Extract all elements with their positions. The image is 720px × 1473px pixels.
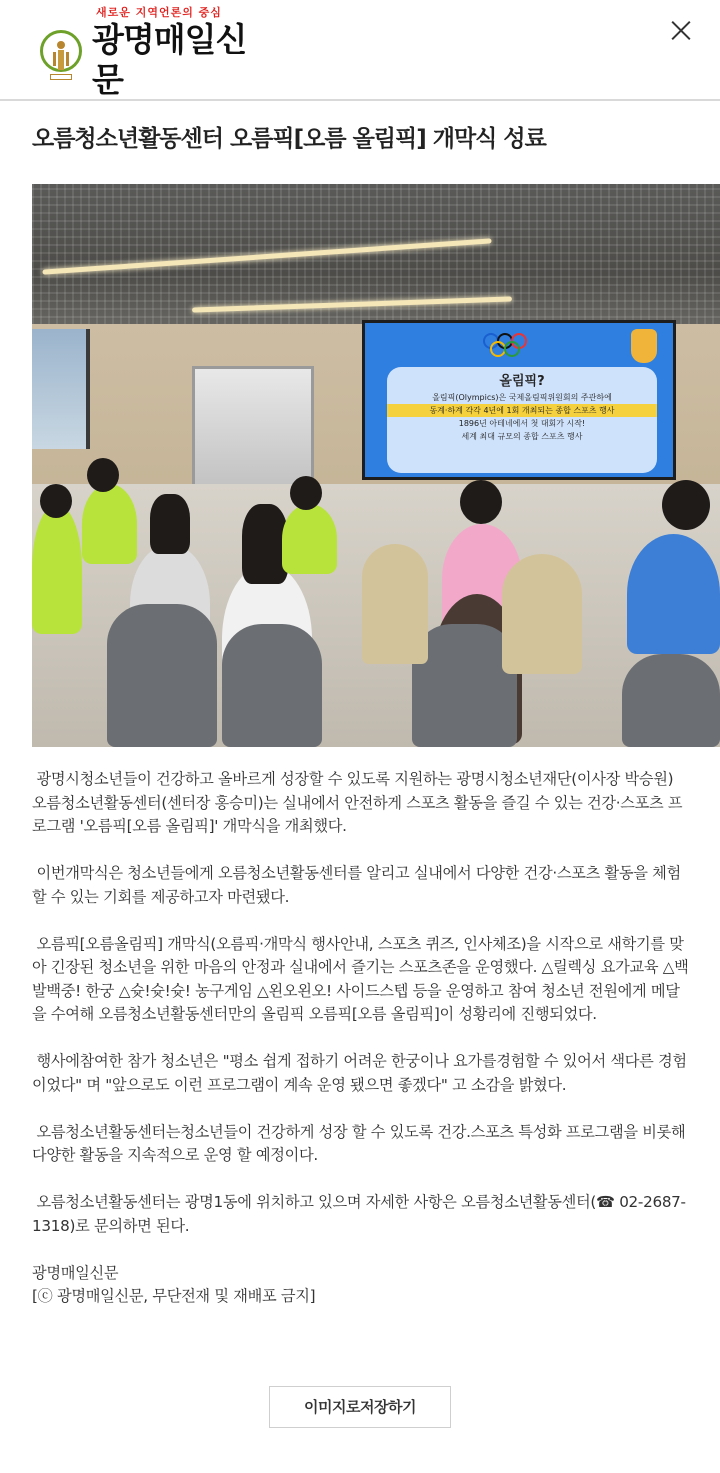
screen-line: 동계·하계 각각 4년에 1회 개최되는 종합 스포츠 행사 [387,404,657,417]
article-body [32,768,692,1309]
article-paragraph: 오름청소년활동센터는청소년들이 건강하게 성장 할 수 있도록 건강.스포츠 특성화 프로그램을 비롯해 다양한 활동을 지속적으로 운영 할 예정이다. [32,1122,690,1164]
article-photo [32,184,720,747]
site-header [0,0,720,101]
close-icon[interactable] [668,18,694,44]
photo-child-head [290,476,322,510]
photo-presentation-screen [362,320,676,480]
trophy-icon [631,329,657,363]
photo-child-head [460,480,502,524]
photo-child [627,534,720,654]
article-paragraph: 이번개막식은 청소년들에게 오름청소년활동센터를 알리고 실내에서 다양한 건강·스포츠 활동을 체험 할 수 있는 기회를 제공하고자 마련됐다. [32,864,686,906]
screen-heading: 올림픽? [499,374,545,389]
photo-child [82,484,137,564]
article-paragraph: 오름청소년활동센터는 광명1동에 위치하고 있으며 자세한 사항은 오름청소년활동센터(☎ 02-2687-1318)로 문의하면 된다. [32,1193,686,1235]
photo-child [32,504,82,634]
photo-chair [502,554,582,674]
save-as-image-button[interactable]: 이미지로저장하기 [269,1386,451,1428]
photo-chair [107,604,217,747]
screen-line: 세계 최대 규모의 종합 스포츠 행사 [461,432,583,441]
photo-chair [362,544,428,664]
logo-name: 광명매일신문 [92,20,247,99]
article-title: 오름청소년활동센터 오름픽[오름 올림픽] 개막식 성료 [32,126,546,152]
photo-chair [622,654,720,747]
photo-child-head [150,494,190,554]
logo-tagline: 새로운 지역언론의 중심 [96,6,222,19]
article-paragraph: 행사에참여한 참가 청소년은 "평소 쉽게 접하기 어려운 한궁이나 요가를경험할 수 있어서 색다른 경험이었다" 며 "앞으로도 이런 프로그램이 계속 운영 됐으면 좋겠다" 고 소감을 밝혔다. [32,1052,687,1094]
screen-card [387,367,657,473]
photo-child-head [40,484,72,518]
photo-chair [222,624,322,747]
screen-line: 1896년 아테네에서 첫 대회가 시작! [458,419,586,428]
photo-child [282,504,337,574]
article-paragraph: 광명시청소년들이 건강하고 올바르게 성장할 수 있도록 지원하는 광명시청소년재단(이사장 박승원) 오름청소년활동센터(센터장 홍승미)는 실내에서 안전하게 스포츠 활동을 즐길 수 있는 건강·스포츠 프로그램 '오름픽[오름 올림픽]' 개막식을 개최했다. [32,770,683,835]
screen-line: 올림픽(Olympics)은 국제올림픽위원회의 주관하에 [432,393,612,402]
photo-child-head [662,480,710,530]
site-logo[interactable] [38,6,252,99]
olympic-rings-icon [483,331,553,359]
article-paragraph: 오름픽[오름올림픽] 개막식(오름픽·개막식 행사안내, 스포츠 퀴즈, 인사체조)을 시작으로 새학기를 맞아 긴장된 청소년을 위한 마음의 안정과 실내에서 즐기는 스포츠존을 운영했다. △릴렉싱 요가교육 △백발백중! 한궁 △슛!슛!슛! 농구게임 △왼오왼오! 사이드스텝 등을 운영하고 참여 청소년 전원에게 메달을 수여해 오름청소년활동센터만의 올림픽 오름픽[오름 올림픽]이 성황리에 진행되었다. [32,934,689,1023]
article-copyright: [ⓒ 광명매일신문, 무단전재 및 재배포 금지] [32,1287,316,1305]
article-source: 광명매일신문 [32,1263,119,1282]
photo-ceiling [32,184,720,334]
logo-emblem-icon [38,24,84,82]
photo-child-head [87,458,119,492]
photo-window [32,329,90,449]
